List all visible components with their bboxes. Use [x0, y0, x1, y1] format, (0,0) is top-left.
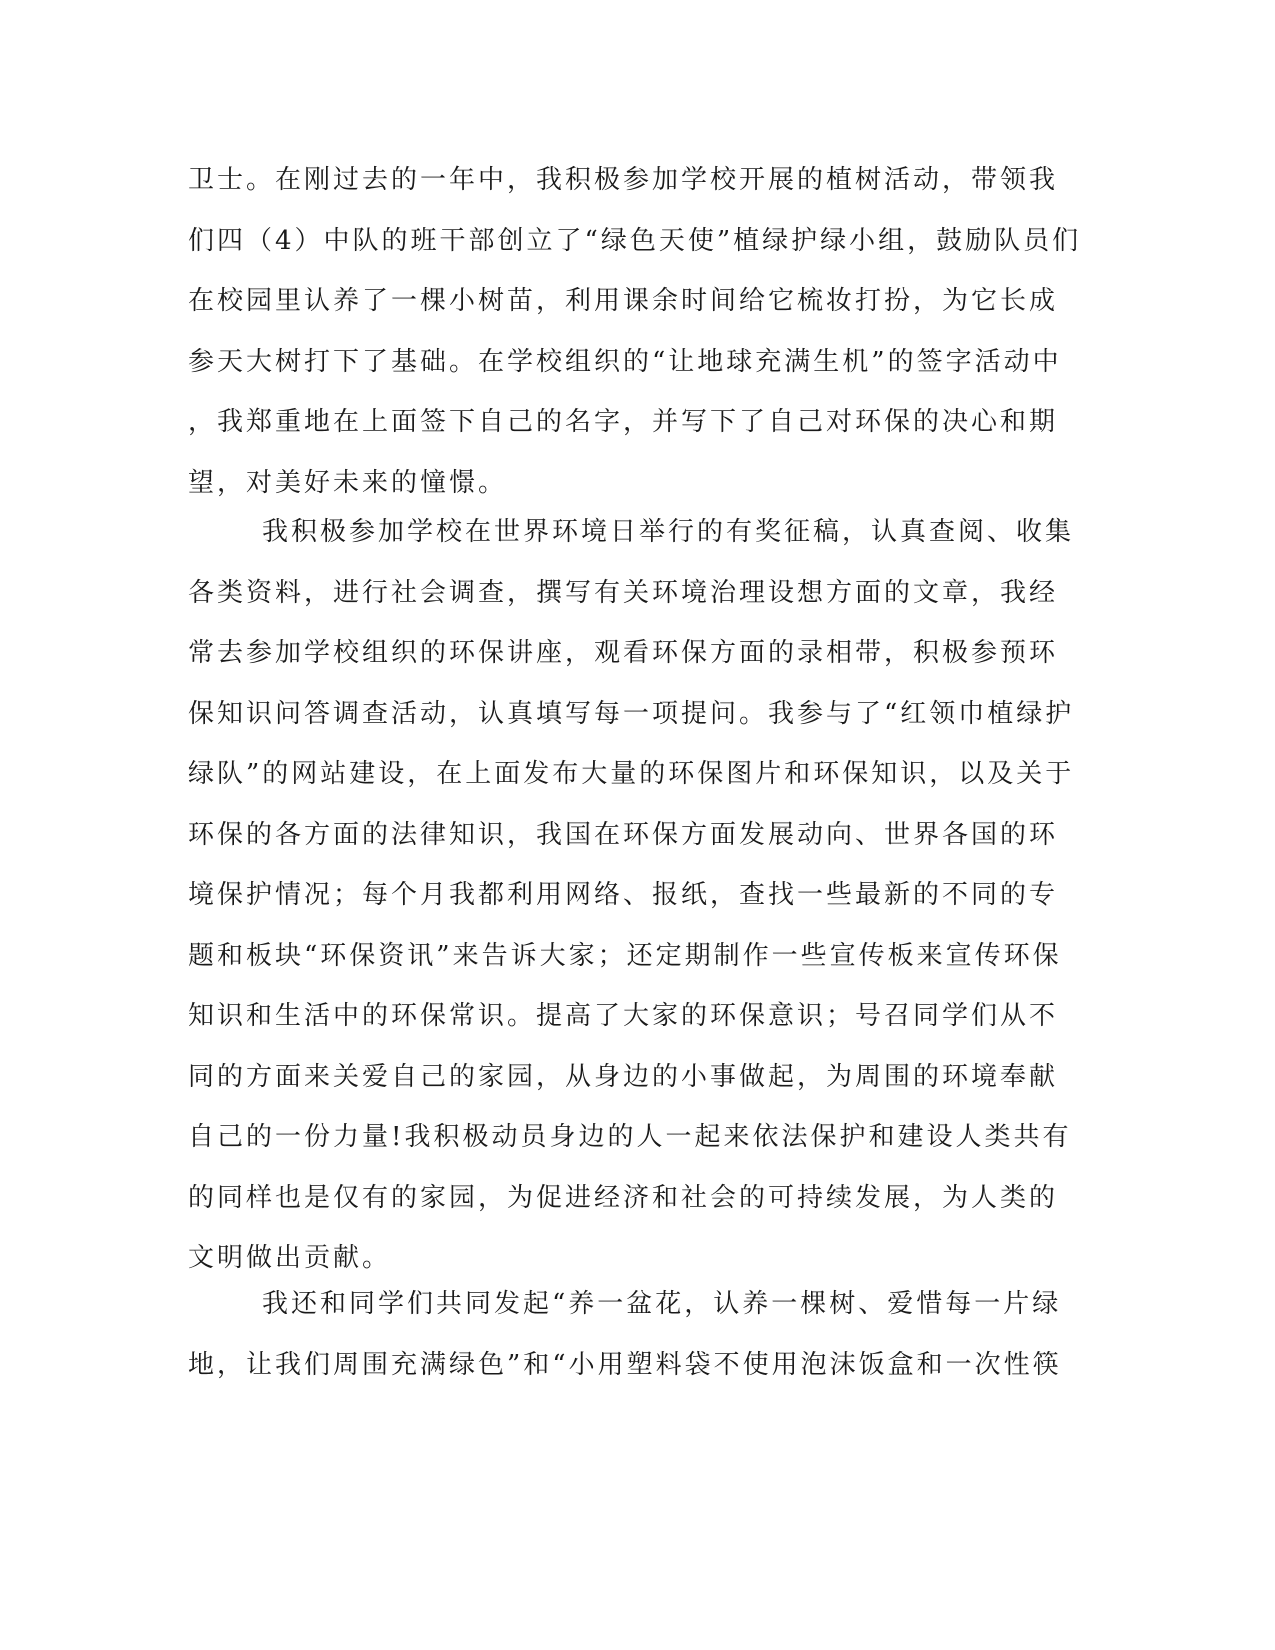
text-line: 同的方面来关爱自己的家园，从身边的小事做起，为周围的环境奉献 — [188, 1061, 1059, 1092]
paragraph-3 — [188, 1274, 1068, 1395]
text-line: 知识和生活中的环保常识。提高了大家的环保意识；号召同学们从不 — [188, 1001, 1059, 1031]
text-line: 保知识问答调查活动，认真填写每一项提问。我参与了“红领巾植绿护 — [188, 698, 1075, 729]
text-line: 参天大树打下了基础。在学校组织的“让地球充满生机”的签字活动中 — [188, 346, 1062, 377]
text-line: 的同样也是仅有的家园，为促进经济和社会的可持续发展，为人类的 — [188, 1182, 1059, 1213]
text-line: 我还和同学们共同发起“养一盆花，认养一棵树、爱惜每一片绿 — [262, 1289, 1062, 1319]
text-line: 在校园里认养了一棵小树苗，利用课余时间给它梳妆打扮，为它长成 — [188, 286, 1059, 316]
text-line: 各类资料，进行社会调查，撰写有关环境治理设想方面的文章，我经 — [188, 577, 1059, 608]
paragraph-1 — [188, 150, 1082, 513]
text-line: 绿队”的网站建设，在上面发布大量的环保图片和环保知识，以及关于 — [188, 759, 1075, 789]
text-line: 我积极参加学校在世界环境日举行的有奖征稿，认真查阅、收集 — [262, 517, 1075, 547]
text-line: ，我郑重地在上面签下自己的名字，并写下了自己对环保的决心和期 — [188, 407, 1059, 437]
text-line: 境保护情况；每个月我都利用网络、报纸，查找一些最新的不同的专 — [188, 880, 1059, 910]
text-line: 地，让我们周围充满绿色”和“小用塑料袋不使用泡沫饭盒和一次性筷 — [188, 1349, 1062, 1380]
text-line: 题和板块“环保资讯”来告诉大家；还定期制作一些宣传板来宣传环保 — [188, 940, 1062, 971]
text-line: 自己的一份力量!我积极动员身边的人一起来依法保护和建设人类共有 — [188, 1122, 1072, 1152]
text-line: 卫士。在刚过去的一年中，我积极参加学校开展的植树活动，带领我 — [188, 165, 1059, 195]
text-line: 文明做出贡献。 — [188, 1243, 392, 1273]
text-line: 们四（4）中队的班干部创立了“绿色天使”植绿护绿小组，鼓励队员们 — [188, 225, 1082, 256]
text-line: 望，对美好未来的憧憬。 — [188, 467, 508, 498]
text-line: 环保的各方面的法律知识，我国在环保方面发展动向、世界各国的环 — [188, 819, 1059, 850]
paragraph-2 — [188, 502, 1075, 1289]
text-line: 常去参加学校组织的环保讲座，观看环保方面的录相带，积极参预环 — [188, 638, 1059, 668]
